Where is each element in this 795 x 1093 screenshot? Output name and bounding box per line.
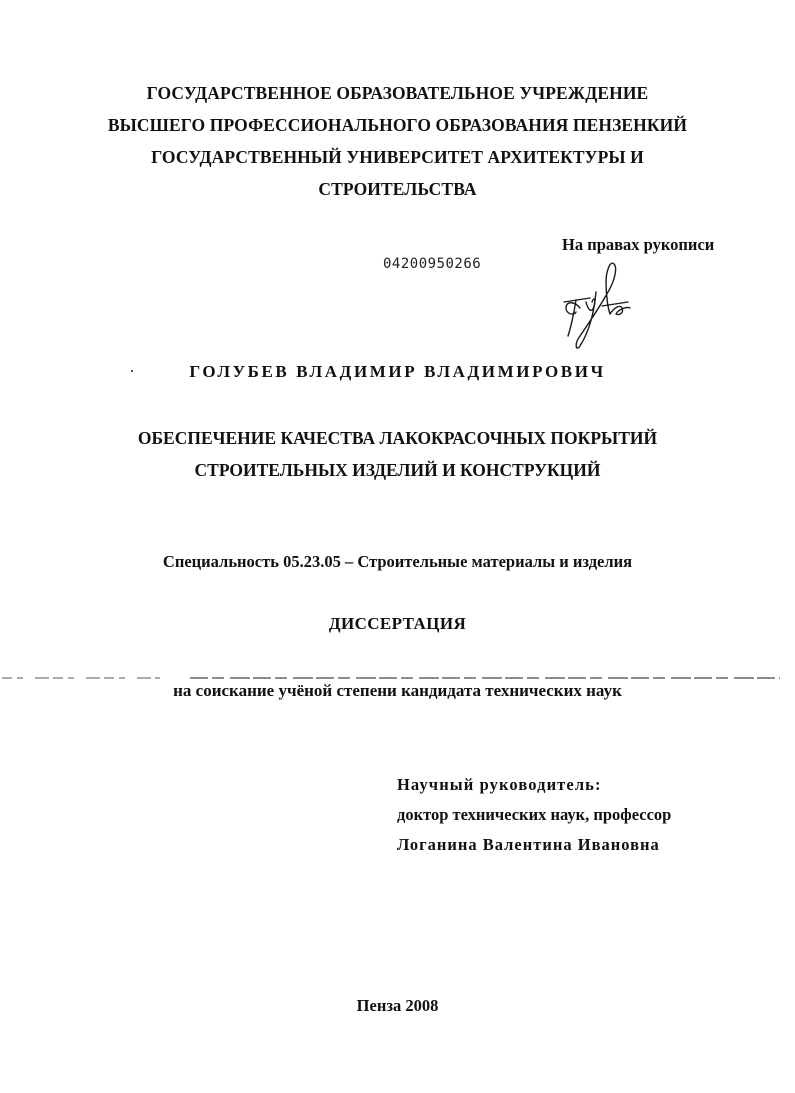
institution-line-3: ГОСУДАРСТВЕННЫЙ УНИВЕРСИТЕТ АРХИТЕКТУРЫ И: [151, 147, 644, 167]
advisor-label: Научный руководитель:: [397, 775, 602, 794]
registration-code: 04200950266: [383, 256, 482, 272]
specialty: Специальность 05.23.05 – Строительные материалы и изделия: [162, 552, 633, 571]
handwritten-signature-icon: [536, 262, 636, 352]
institution-line-1: ГОСУДАРСТВЕННОЕ ОБРАЗОВАТЕЛЬНОЕ УЧРЕЖДЕНИЕ: [146, 83, 649, 103]
advisor-name: Логанина Валентина Ивановна: [397, 835, 660, 854]
dissertation-title: [0, 422, 795, 486]
institution-header: [0, 77, 795, 205]
manuscript-rights: На правах рукописи: [562, 235, 715, 254]
scan-artifact-line: [0, 676, 795, 680]
document-type: ДИССЕРТАЦИЯ: [328, 614, 467, 633]
institution-line-2: ВЫСШЕГО ПРОФЕССИОНАЛЬНОГО ОБРАЗОВАНИЯ ПЕНЗЕНКИЙ: [107, 115, 688, 135]
author-name: ГОЛУБЕВ ВЛАДИМИР ВЛАДИМИРОВИЧ: [189, 362, 606, 381]
institution-line-4: СТРОИТЕЛЬСТВА: [318, 179, 477, 199]
degree-line: на соискание учёной степени кандидата технических наук: [173, 681, 622, 700]
city-year: Пенза 2008: [356, 996, 439, 1015]
title-line-2: СТРОИТЕЛЬНЫХ ИЗДЕЛИЙ И КОНСТРУКЦИЙ: [194, 460, 601, 480]
title-line-1: ОБЕСПЕЧЕНИЕ КАЧЕСТВА ЛАКОКРАСОЧНЫХ ПОКРЫТИЙ: [137, 428, 658, 448]
advisor-rank: доктор технических наук, профессор: [397, 805, 672, 824]
